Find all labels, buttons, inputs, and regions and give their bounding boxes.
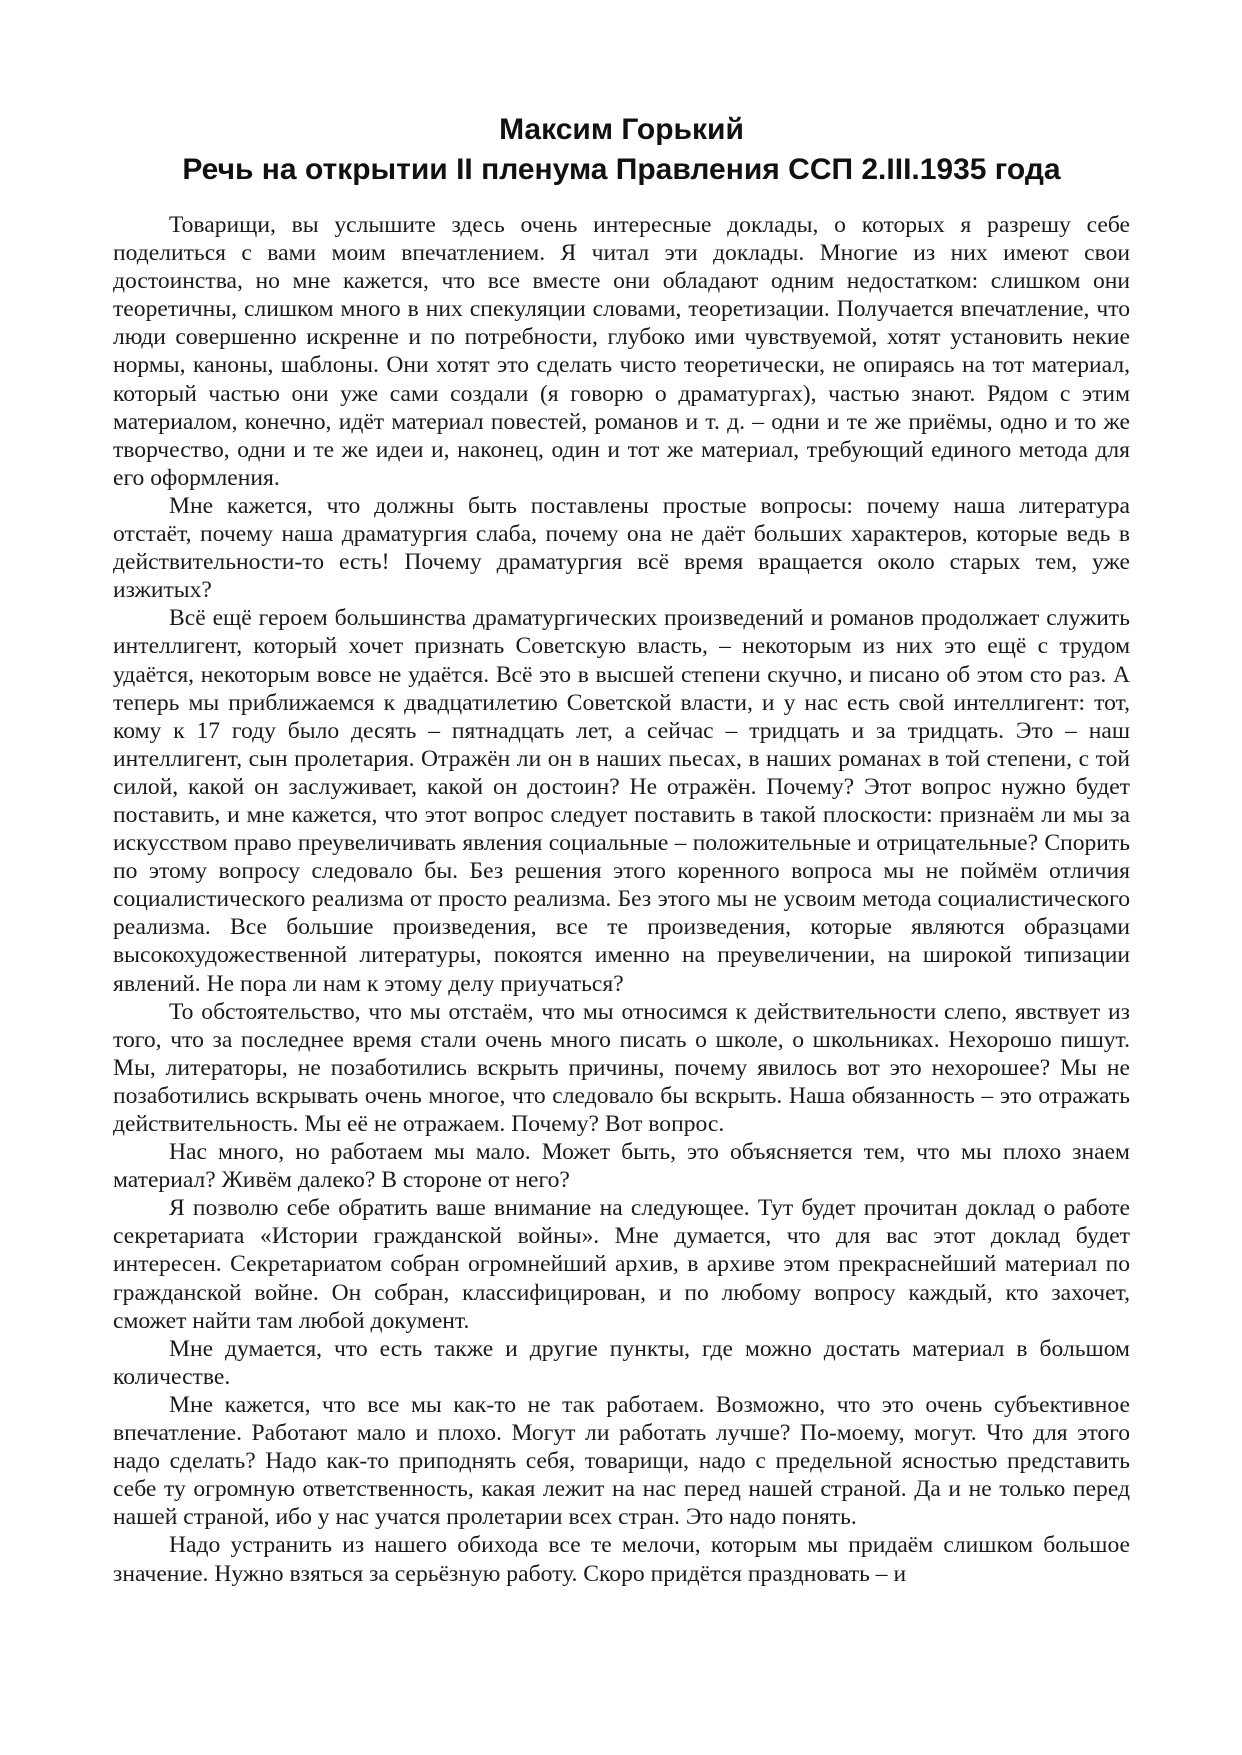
paragraph-6: Я позволю себе обратить ваше внимание на следующее. Тут будет прочитан доклад о работе секретариата «Истории гражданской войны». Мне думается, что для вас этот доклад будет интересен. Секретариатом собран огромнейший архив, в архиве этом прекраснейший материал по гражданской войне. Он собран, классифицирован, и по любому вопросу каждый, кто захочет, сможет найти там любой документ. [113, 1195, 1130, 1334]
document-body [113, 211, 1130, 1588]
paragraph-2: Мне кажется, что должны быть поставлены простые вопросы: почему наша литература отстаёт, почему наша драматургия слаба, почему она не даёт больших характеров, которые ведь в действительности-то есть! Почему драматургия всё время вращается около старых тем, уже изжитых? [113, 492, 1130, 604]
paragraph-1: Товарищи, вы услышите здесь очень интересные доклады, о которых я разрешу себе поделиться с вами моим впечатлением. Я читал эти доклады. Многие из них имеют свои достоинства, но мне кажется, что все вместе они обладают одним недостатком: слишком они теоретичны, слишком много в них спекуляции словами, теоретизации. Получается впечатление, что люди совершенно искренне и по потребности, глубоко ими чувствуемой, хотят установить некие нормы, каноны, шаблоны. Они хотят это сделать чисто теоретически, не опираясь на тот материал, который частью они уже сами создали (я говорю о драматургах), частью знают. Рядом с этим материалом, конечно, идёт материал повестей, романов и т. д. – одни и те же приёмы, одно и то же творчество, одни и те же идеи и, наконец, один и тот же материал, требующий единого метода для его оформления. [113, 212, 1130, 491]
paragraph-4: То обстоятельство, что мы отстаём, что мы относимся к действительности слепо, явствует из того, что за последнее время стали очень много писать о школе, о школьниках. Нехорошо пишут. Мы, литераторы, не позаботились вскрыть причины, почему явилось вот это нехорошее? Мы не позаботились вскрывать очень многое, что следовало бы вскрыть. Наша обязанность – это отражать действительность. Мы её не отражаем. Почему? Вот вопрос. [113, 998, 1130, 1137]
paragraph-5: Нас много, но работаем мы мало. Может быть, это объясняется тем, что мы плохо знаем материал? Живём далеко? В стороне от него? [113, 1139, 1130, 1194]
document-title: Речь на открытии II пленума Правления ССП 2.III.1935 года [182, 153, 1061, 186]
paragraph-3: Всё ещё героем большинства драматургических произведений и романов продолжает служить интеллигент, который хочет признать Советскую власть, – некоторым из них это ещё с трудом удаётся, некоторым вовсе не удаётся. Всё это в высшей степени скучно, и писано об этом сто раз. А теперь мы приближаемся к двадцатилетию Советской власти, и у нас есть свой интеллигент: тот, кому к 17 году было десять – пятнадцать лет, а сейчас – тридцать и за тридцать. Это – наш интеллигент, сын пролетария. Отражён ли он в наших пьесах, в наших романах в той степени, с той силой, какой он заслуживает, какой он достоин? Не отражён. Почему? Этот вопрос нужно будет поставить, и мне кажется, что этот вопрос следует поставить в такой плоскости: признаём ли мы за искусством право преувеличивать явления социальные – положительные и отрицательные? Спорить по этому вопросу следовало бы. Без решения этого коренного вопроса мы не поймём отличия социалистического реализма от просто реализма. Без этого мы не усвоим метода социалистического реализма. Все большие произведения, все те произведения, которые являются образцами высокохудожественной литературы, покоятся именно на преувеличении, на широкой типизации явлений. Не пора ли нам к этому делу приучаться? [113, 605, 1130, 997]
author-name: Максим Горький [499, 113, 744, 146]
paragraph-8: Мне кажется, что все мы как-то не так работаем. Возможно, что это очень субъективное впечатление. Работают мало и плохо. Могут ли работать лучше? По-моему, могут. Что для этого надо сделать? Надо как-то приподнять себя, товарищи, надо с предельной ясностью представить себе ту огромную ответственность, какая лежит на нас перед нашей страной. Да и не только перед нашей страной, ибо у нас учатся пролетарии всех стран. Это надо понять. [113, 1391, 1130, 1531]
paragraph-9: Надо устранить из нашего обихода все те мелочи, которым мы придаём слишком большое значение. Нужно взяться за серьёзную работу. Скоро придётся праздновать – и [113, 1532, 1130, 1587]
document-header [113, 110, 1130, 190]
paragraph-7: Мне думается, что есть также и другие пункты, где можно достать материал в большом количестве. [113, 1335, 1130, 1390]
document-page [113, 110, 1130, 1588]
